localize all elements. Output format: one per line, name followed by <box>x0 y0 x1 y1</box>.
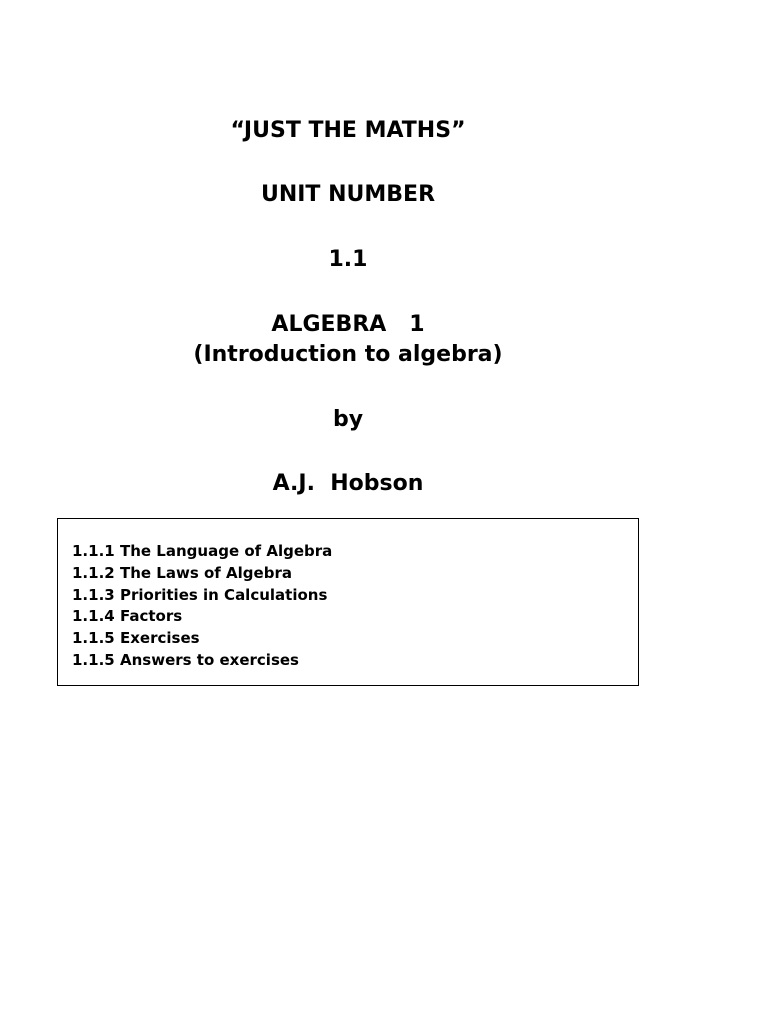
contents-item-title: Answers to exercises <box>120 650 299 669</box>
contents-item-number: 1.1.5 <box>72 650 115 669</box>
contents-box <box>57 518 639 686</box>
contents-item <box>72 541 332 563</box>
contents-item-title: Factors <box>120 607 183 626</box>
contents-item <box>72 585 332 607</box>
contents-item-title: Priorities in Calculations <box>120 585 328 604</box>
contents-item-number: 1.1.2 <box>72 563 115 582</box>
contents-item-title: The Language of Algebra <box>120 542 333 560</box>
contents-item-number: 1.1.4 <box>72 607 115 626</box>
contents-item-title: The Laws of Algebra <box>120 563 292 582</box>
contents-item-number: 1.1.1 <box>72 542 115 560</box>
contents-item-number: 1.1.3 <box>72 585 115 604</box>
contents-item <box>72 628 332 650</box>
by-label: by <box>332 407 364 432</box>
contents-item-title: Exercises <box>120 629 200 648</box>
series-title: “JUST THE MATHS” <box>230 118 466 143</box>
contents-list <box>72 541 332 672</box>
unit-label: UNIT NUMBER <box>260 182 436 207</box>
unit-number: 1.1 <box>328 247 368 272</box>
topic-title: ALGEBRA 1 <box>271 312 425 337</box>
contents-item-number: 1.1.5 <box>72 629 115 648</box>
contents-item <box>72 563 332 585</box>
contents-item <box>72 606 332 628</box>
contents-item <box>72 650 332 672</box>
author-name: A.J. Hobson <box>272 471 424 496</box>
topic-subtitle: (Introduction to algebra) <box>193 342 503 367</box>
